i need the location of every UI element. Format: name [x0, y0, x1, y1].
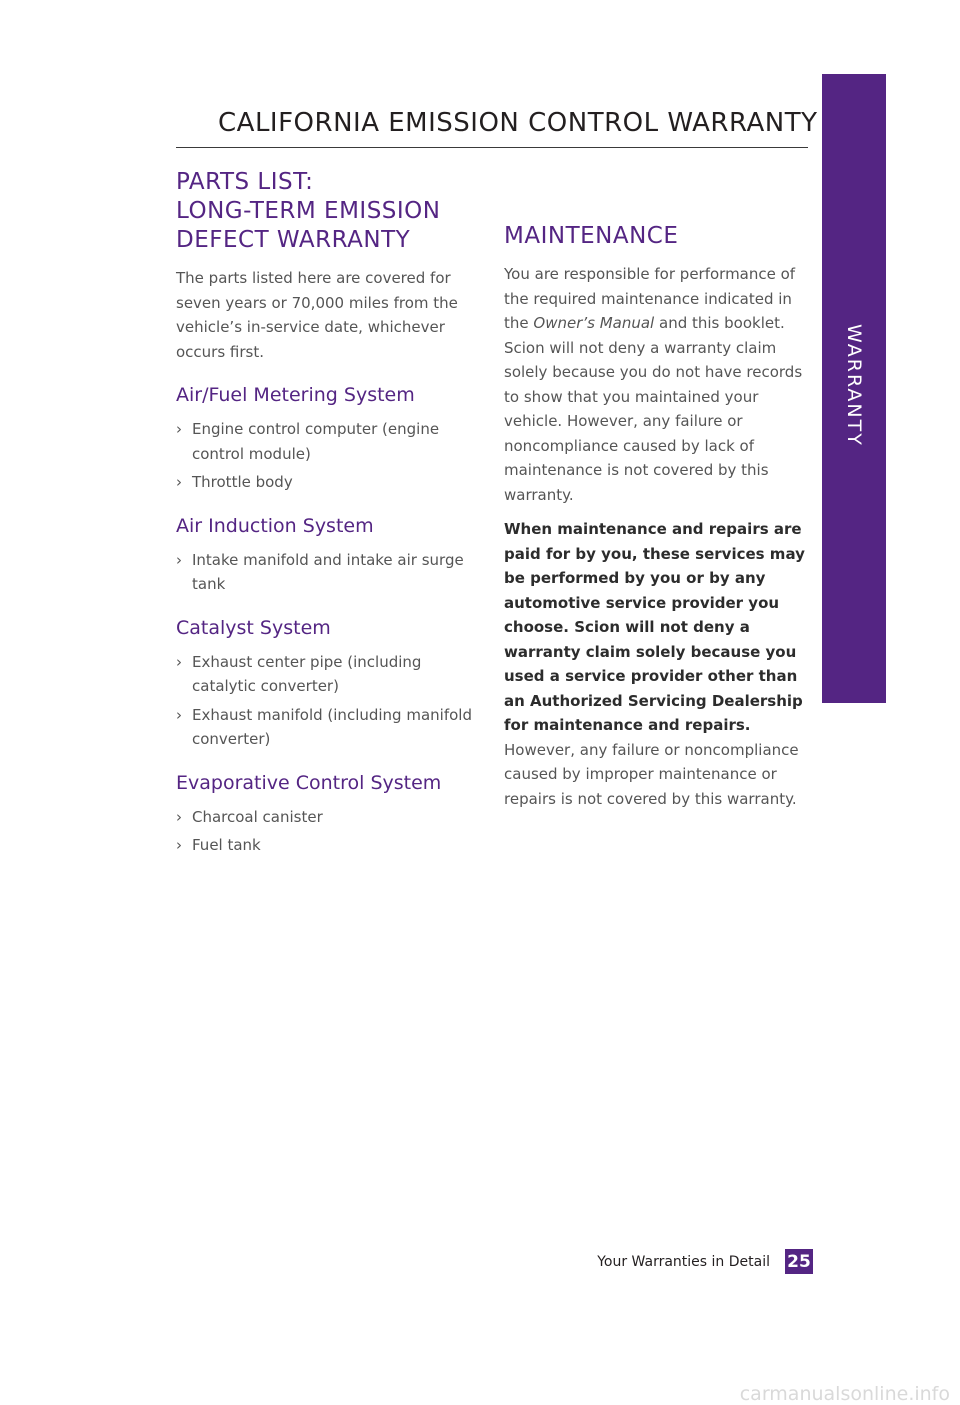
list-item-text: Throttle body	[192, 473, 293, 491]
parts-list-title-line-1: PARTS LIST:	[176, 169, 314, 195]
left-column	[176, 168, 480, 862]
section-list-catalyst	[176, 650, 480, 752]
bullet-chevron-icon: ›	[176, 652, 182, 671]
page-header-title: CALIFORNIA EMISSION CONTROL WARRANTY	[218, 108, 818, 138]
maintenance-title: MAINTENANCE	[504, 223, 679, 249]
bullet-chevron-icon: ›	[176, 705, 182, 724]
parts-list-title-line-2: LONG-TERM EMISSION	[176, 198, 441, 224]
maintenance-paragraph-1	[504, 262, 810, 507]
list-item-text: Exhaust center pipe (including catalytic converter)	[192, 652, 422, 695]
maintenance-paragraph-2-bold: When maintenance and repairs are paid for by you, these services may be performed by you or by any automotive service provider you choose. Scion will not deny a warranty claim solely because you used a service provider other than an Authorized Servicing Dealership for maintenance and repairs.	[504, 520, 805, 734]
footer-section-title: Your Warranties in Detail	[597, 1254, 770, 1270]
section-list-evaporative	[176, 805, 480, 858]
section-heading-air-fuel: Air/Fuel Metering System	[176, 384, 415, 406]
list-item-text: Charcoal canister	[192, 807, 323, 826]
parts-list-intro: The parts listed here are covered for seven years or 70,000 miles from the vehicle’s in-service date, whichever occurs first.	[176, 269, 458, 361]
list-item	[176, 805, 480, 830]
maintenance-paragraph-1-start: You are responsible for performance of the required maintenance indicated in the	[504, 265, 796, 332]
list-item	[176, 833, 480, 858]
bullet-chevron-icon: ›	[176, 473, 182, 491]
bullet-chevron-icon: ›	[176, 836, 182, 854]
list-item	[176, 703, 480, 752]
list-item-text: Fuel tank	[192, 836, 261, 854]
maintenance-paragraph-1-end: and this booklet. Scion will not deny a warranty claim solely because you do not have records to show that you maintained your vehicle. However, any failure or noncompliance caused by lack of maintenance is not covered by this warranty.	[504, 314, 803, 504]
list-item-text: Engine control computer (engine control module)	[192, 420, 440, 463]
maintenance-paragraph-2-rest: However, any failure or noncompliance caused by improper maintenance or repairs is not covered by this warranty.	[504, 740, 799, 808]
parts-list-title-line-3: DEFECT WARRANTY	[176, 227, 411, 253]
maintenance-paragraph-2	[504, 517, 810, 811]
list-item	[176, 548, 480, 597]
watermark-text: carmanualsonline.info	[739, 1383, 950, 1405]
bullet-chevron-icon: ›	[176, 807, 182, 826]
list-item	[176, 650, 480, 699]
list-item-text: Intake manifold and intake air surge tank	[192, 550, 464, 593]
section-heading-air-induction: Air Induction System	[176, 514, 374, 537]
list-item-text: Exhaust manifold (including manifold converter)	[192, 705, 472, 748]
section-heading-catalyst: Catalyst System	[176, 616, 331, 639]
page-number: 25	[785, 1249, 813, 1274]
section-list-air-induction	[176, 548, 480, 597]
header-divider	[176, 147, 808, 148]
list-item	[176, 417, 480, 466]
right-column	[504, 222, 810, 811]
owners-manual-title: Owner’s Manual	[533, 314, 655, 332]
section-heading-evaporative: Evaporative Control System	[176, 771, 442, 794]
bullet-chevron-icon: ›	[176, 420, 182, 438]
parts-list-title	[176, 168, 480, 255]
section-list-air-fuel	[176, 417, 480, 495]
side-tab-label: WARRANTY	[843, 323, 865, 447]
list-item	[176, 470, 480, 495]
bullet-chevron-icon: ›	[176, 550, 182, 569]
